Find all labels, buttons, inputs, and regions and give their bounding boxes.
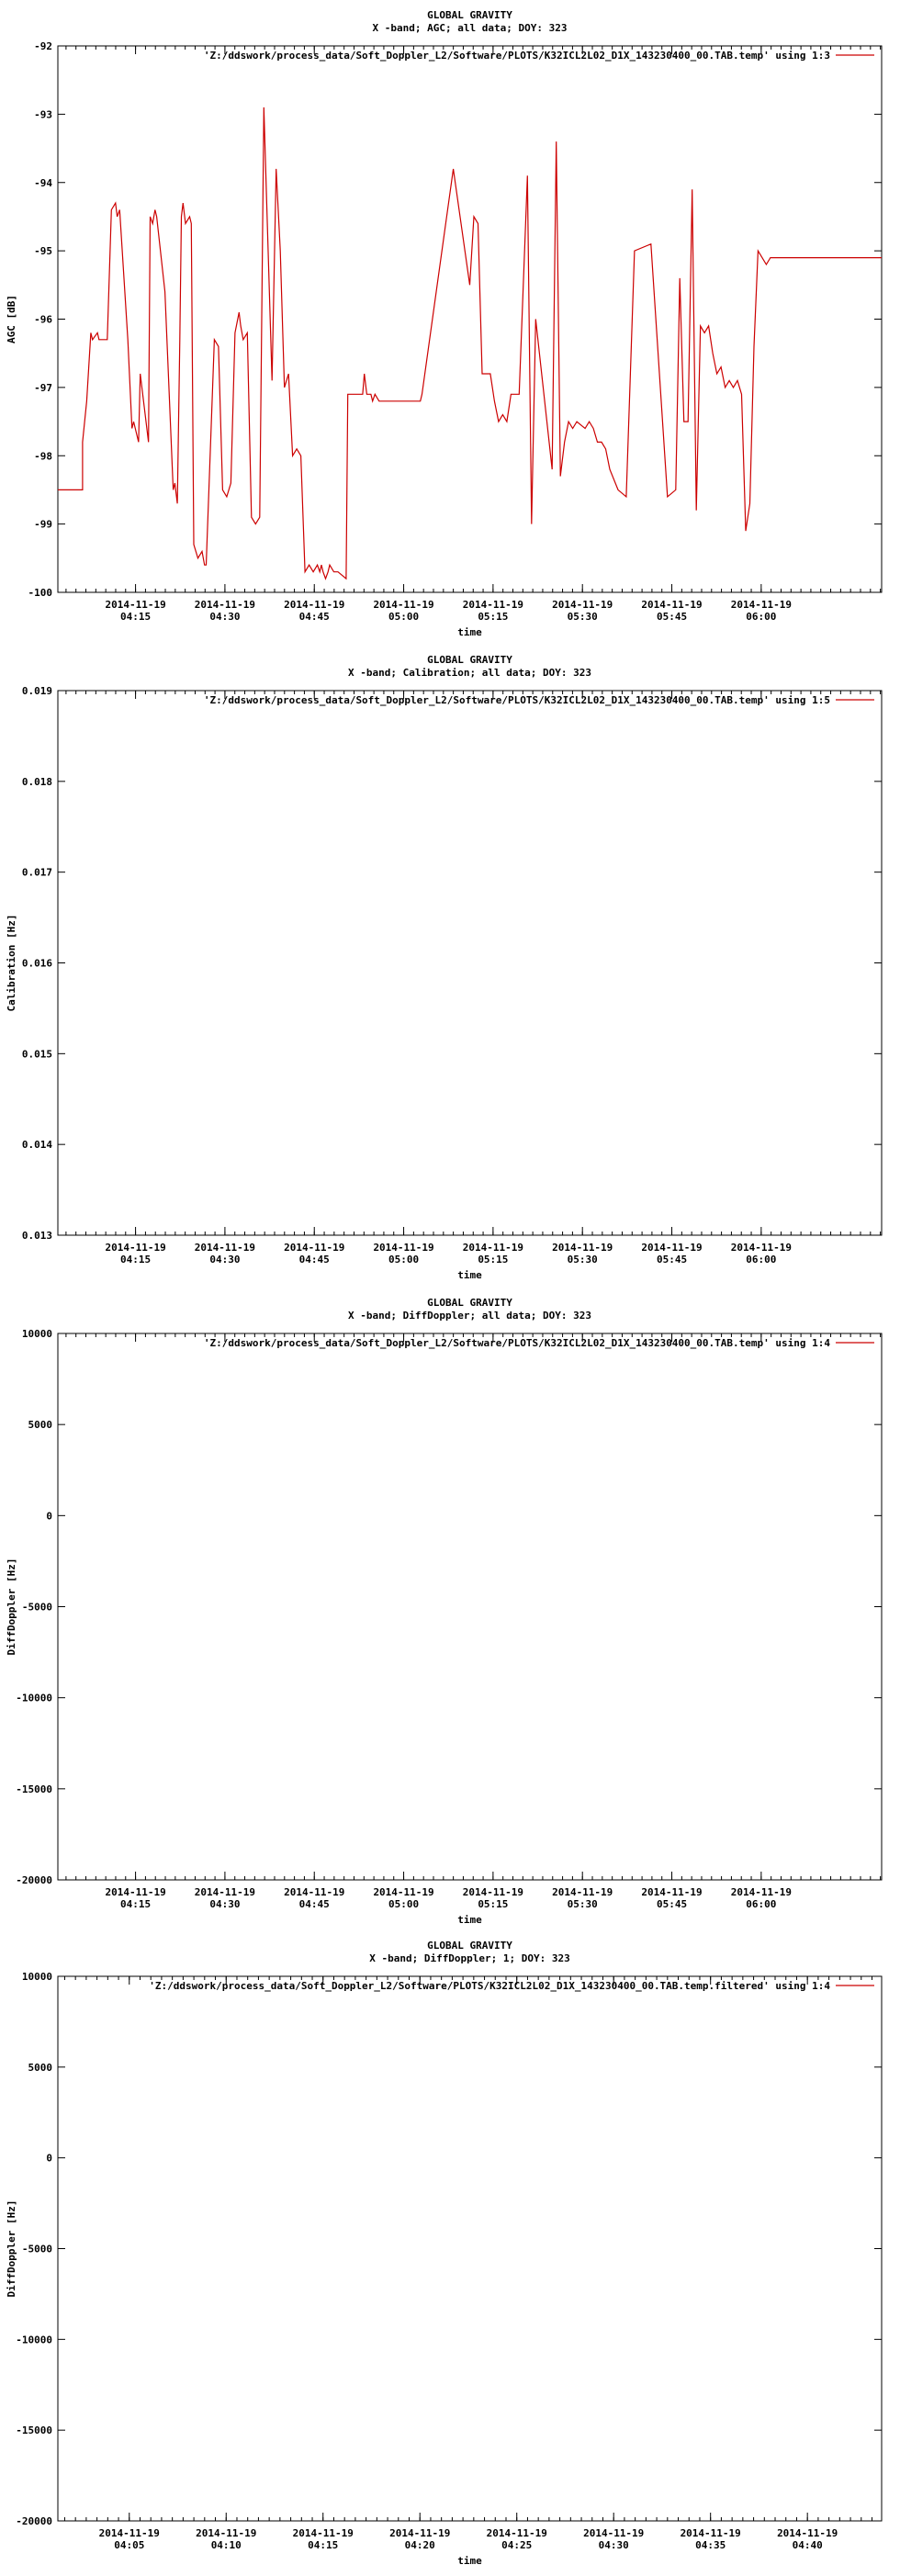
chart1-xtick-time: 04:45 [298,611,330,623]
chart3-xtick-date: 2014-11-19 [462,1886,524,1898]
chart3-legend-text: 'Z:/ddswork/process_data/Soft_Doppler_L2/Software/PLOTS/K32ICL2L02_D1X_143230400_00.TAB.temp' using 1:4 [203,1337,830,1349]
chart3-xtick-time: 05:30 [567,1898,598,1910]
chart1-ytick-label: -94 [34,176,52,189]
chart1-xtick-time: 05:00 [388,611,420,623]
chart1-legend-text: 'Z:/ddswork/process_data/Soft_Doppler_L2/Software/PLOTS/K32ICL2L02_D1X_143230400_00.TAB.temp' using 1:3 [203,50,830,62]
chart1-ytick-label: -100 [28,587,52,599]
chart3-xtick-date: 2014-11-19 [730,1886,792,1898]
chart4-title: GLOBAL GRAVITY [427,1940,512,1952]
chart3-ytick-label: 10000 [21,1328,52,1340]
chart1-series-line [58,107,882,579]
chart2-xtick-time: 04:45 [298,1254,330,1266]
chart2-ytick-label: 0.017 [21,866,52,879]
chart2-ytick-label: 0.018 [21,775,52,788]
chart4-xtick-time: 04:40 [792,2539,823,2551]
chart4-xtick-time: 04:25 [501,2539,533,2551]
chart2-xtick-time: 05:30 [567,1254,598,1266]
chart2-xtick-time: 04:15 [120,1254,152,1266]
chart2-ytick-label: 0.016 [21,957,52,970]
chart2-xlabel: time [457,1269,482,1281]
chart3-ytick-label: 0 [46,1510,52,1523]
chart4-xtick-time: 04:20 [404,2539,435,2551]
chart4-xlabel: time [457,2555,482,2567]
chart2-ytick-label: 0.015 [21,1048,52,1061]
chart3-ytick-label: -5000 [21,1601,52,1614]
chart3-xtick-date: 2014-11-19 [641,1886,703,1898]
chart1-ytick-label: -96 [34,313,52,326]
chart1-xtick-date: 2014-11-19 [284,599,345,611]
chart3-xtick-date: 2014-11-19 [373,1886,434,1898]
chart2-xtick-date: 2014-11-19 [284,1242,345,1254]
chart1-xtick-time: 06:00 [746,611,777,623]
chart3-xtick-time: 06:00 [746,1898,777,1910]
chart1-ytick-label: -98 [34,450,52,463]
chart2-xtick-date: 2014-11-19 [194,1242,256,1254]
chart4-ytick-label: 10000 [21,1971,52,1983]
chart3-xtick-date: 2014-11-19 [284,1886,345,1898]
chart1-xtick-date: 2014-11-19 [730,599,792,611]
chart4-xtick-date: 2014-11-19 [680,2527,741,2539]
chart2-ylabel: Calibration [Hz] [6,914,17,1012]
chart2-ytick-label: 0.014 [21,1139,52,1152]
chart2-frame [58,691,882,1235]
chart1-frame [58,46,882,592]
chart4-xtick-date: 2014-11-19 [583,2527,645,2539]
chart3-xlabel: time [457,1914,482,1926]
chart3-xtick-date: 2014-11-19 [194,1886,256,1898]
chart3-title: GLOBAL GRAVITY [427,1297,512,1309]
chart2-legend-text: 'Z:/ddswork/process_data/Soft_Doppler_L2/Software/PLOTS/K32ICL2L02_D1X_143230400_00.TAB.temp' using 1:5 [203,694,830,706]
chart2-xtick-date: 2014-11-19 [462,1242,524,1254]
chart4-ytick-label: 5000 [28,2061,52,2074]
chart2-subtitle: X -band; Calibration; all data; DOY: 323 [348,667,591,679]
chart4-xtick-date: 2014-11-19 [389,2527,451,2539]
chart1-xtick-time: 05:30 [567,611,598,623]
chart2-xtick-time: 05:45 [656,1254,688,1266]
chart1-xtick-time: 04:30 [209,611,241,623]
chart4-xtick-time: 04:35 [695,2539,726,2551]
chart2-xtick-date: 2014-11-19 [105,1242,166,1254]
chart3-ytick-label: -20000 [16,1874,52,1886]
chart2-xtick-date: 2014-11-19 [641,1242,703,1254]
chart3-xtick-date: 2014-11-19 [552,1886,613,1898]
chart1-xtick-time: 05:45 [656,611,688,623]
chart2-xtick-time: 04:30 [209,1254,241,1266]
chart1-title: GLOBAL GRAVITY [427,9,512,21]
chart2-xtick-time: 05:00 [388,1254,420,1266]
chart3-subtitle: X -band; DiffDoppler; all data; DOY: 323 [348,1310,591,1322]
chart1-xtick-time: 04:15 [120,611,152,623]
chart4-xtick-time: 04:15 [308,2539,339,2551]
chart3-ytick-label: 5000 [28,1419,52,1432]
chart3-xtick-date: 2014-11-19 [105,1886,166,1898]
chart2-ytick-label: 0.013 [21,1230,52,1242]
chart4-xtick-date: 2014-11-19 [777,2527,838,2539]
chart1-xtick-date: 2014-11-19 [105,599,166,611]
chart1-subtitle: X -band; AGC; all data; DOY: 323 [372,22,568,34]
chart2-xtick-date: 2014-11-19 [373,1242,434,1254]
chart4-legend-text: 'Z:/ddswork/process_data/Soft_Doppler_L2/Software/PLOTS/K32ICL2L02_D1X_143230400_00.TAB.temp.filtered' using 1:4 [149,1980,830,1992]
chart4-xtick-time: 04:10 [210,2539,242,2551]
chart4-xtick-date: 2014-11-19 [292,2527,354,2539]
chart4-ytick-label: 0 [46,2152,52,2165]
chart1-ytick-label: -92 [34,40,52,52]
chart2-xtick-time: 06:00 [746,1254,777,1266]
chart3-xtick-time: 05:00 [388,1898,420,1910]
chart2-xtick-date: 2014-11-19 [730,1242,792,1254]
chart1-ytick-label: -95 [34,245,52,258]
chart4-xtick-date: 2014-11-19 [196,2527,257,2539]
chart3-xtick-time: 04:15 [120,1898,152,1910]
chart1-xtick-date: 2014-11-19 [462,599,524,611]
chart4-ylabel: DiffDoppler [Hz] [6,2199,17,2298]
chart3-xtick-time: 04:30 [209,1898,241,1910]
chart1-xtick-time: 05:15 [478,611,509,623]
chart1-ytick-label: -99 [34,518,52,531]
chart2-title: GLOBAL GRAVITY [427,654,512,666]
chart2-ytick-label: 0.019 [21,685,52,697]
chart1-xtick-date: 2014-11-19 [641,599,703,611]
chart3-xtick-time: 05:15 [478,1898,509,1910]
chart3-frame [58,1333,882,1880]
chart1-xlabel: time [457,626,482,638]
chart1-xtick-date: 2014-11-19 [552,599,613,611]
chart4-xtick-date: 2014-11-19 [98,2527,160,2539]
chart1-ytick-label: -93 [34,108,52,121]
chart1-ylabel: AGC [dB] [6,295,17,343]
chart4-xtick-time: 04:30 [598,2539,629,2551]
chart4-ytick-label: -20000 [16,2515,52,2527]
chart3-xtick-time: 04:45 [298,1898,330,1910]
chart1-xtick-date: 2014-11-19 [373,599,434,611]
chart3-xtick-time: 05:45 [656,1898,688,1910]
chart2-xtick-date: 2014-11-19 [552,1242,613,1254]
chart1-ytick-label: -97 [34,381,52,394]
chart4-frame [58,1976,882,2521]
chart2-xtick-time: 05:15 [478,1254,509,1266]
chart4-xtick-time: 04:05 [114,2539,145,2551]
chart3-ytick-label: -10000 [16,1692,52,1704]
chart3-ylabel: DiffDoppler [Hz] [6,1558,17,1656]
chart4-xtick-date: 2014-11-19 [486,2527,547,2539]
chart4-subtitle: X -band; DiffDoppler; 1; DOY: 323 [369,1952,570,1964]
chart3-ytick-label: -15000 [16,1783,52,1795]
chart4-ytick-label: -15000 [16,2424,52,2437]
chart4-ytick-label: -5000 [21,2243,52,2255]
chart4-ytick-label: -10000 [16,2334,52,2346]
chart1-xtick-date: 2014-11-19 [194,599,256,611]
